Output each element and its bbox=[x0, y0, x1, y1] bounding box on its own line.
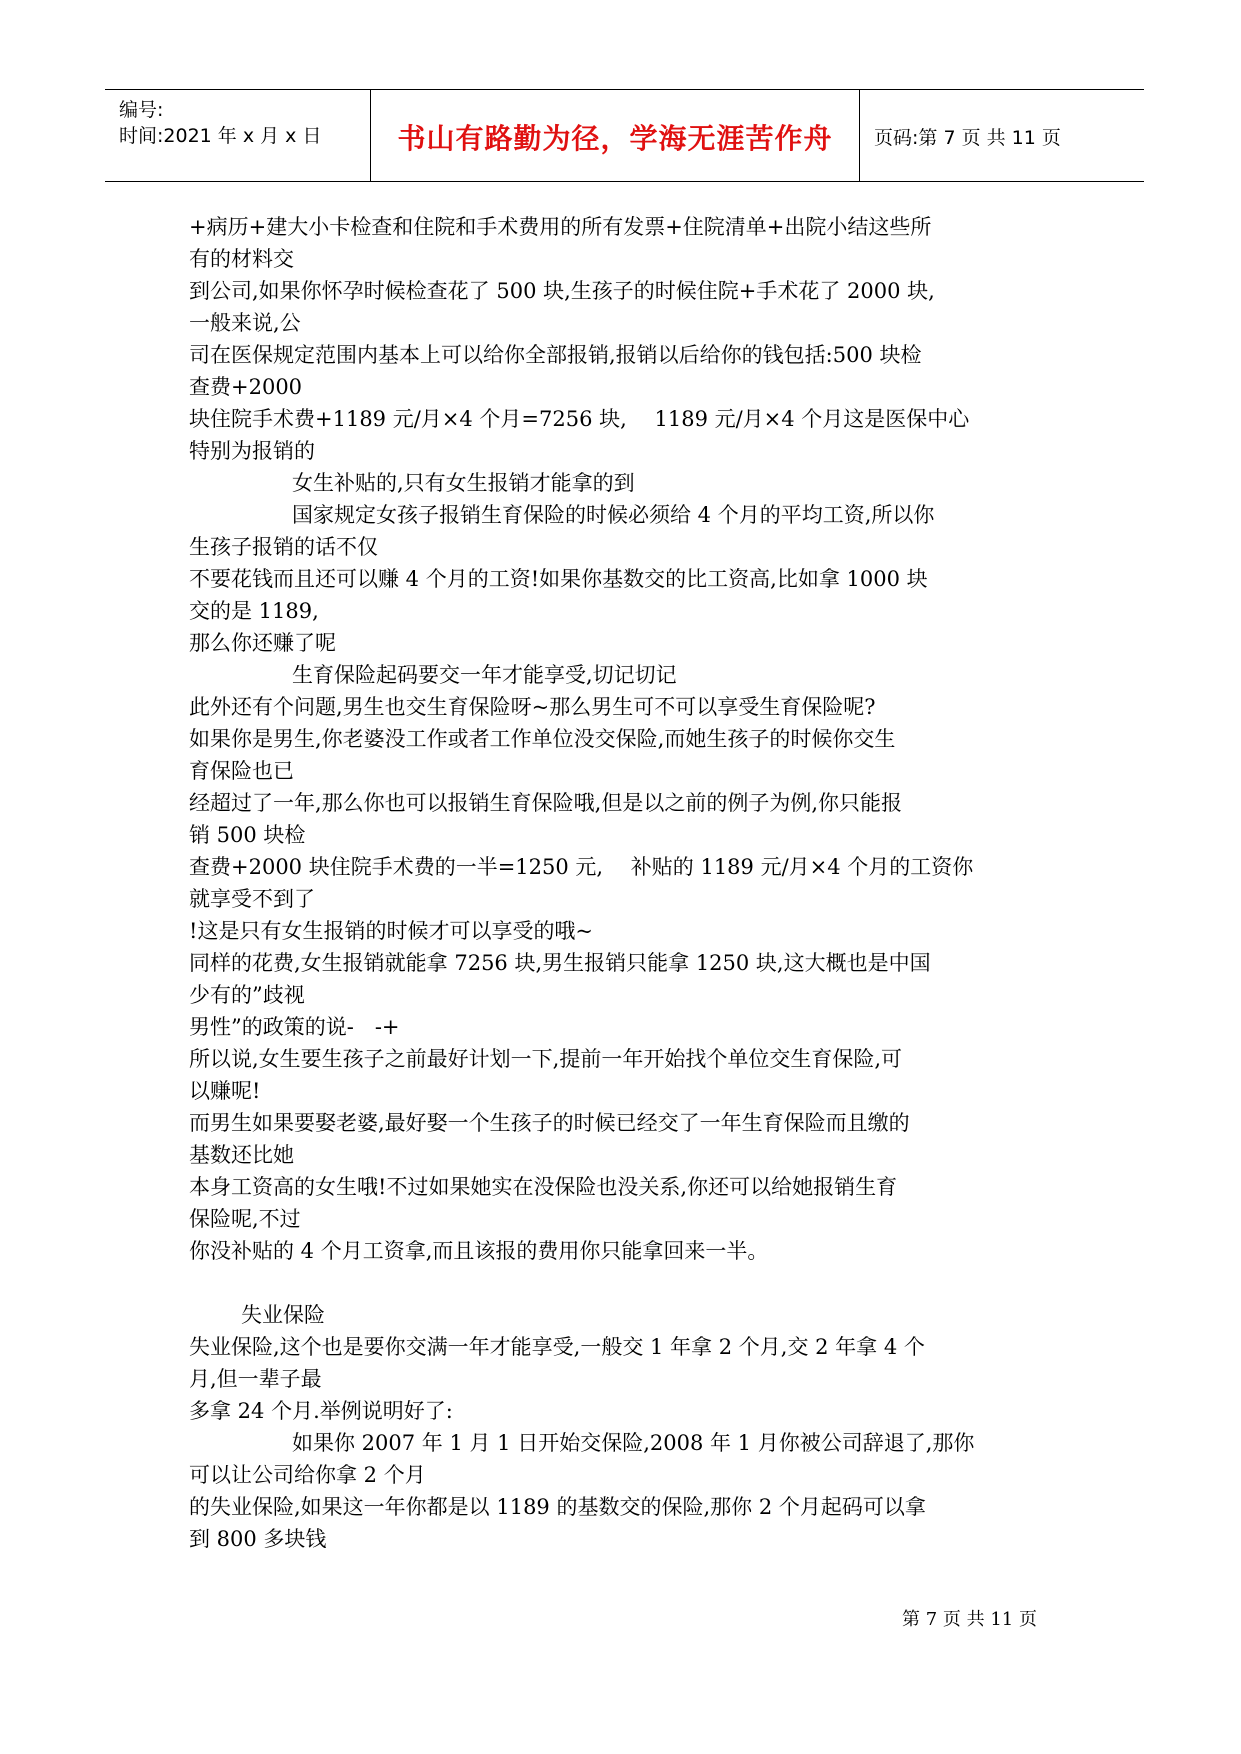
document-number-label: 编号: bbox=[119, 99, 164, 121]
body-line: 有的材料交 bbox=[189, 247, 294, 271]
body-line: 而男生如果要娶老婆,最好娶一个生孩子的时候已经交了一年生育保险而且缴的 bbox=[189, 1111, 910, 1135]
body-line: 月,但一辈子最 bbox=[189, 1367, 322, 1391]
section-heading: 失业保险 bbox=[241, 1303, 325, 1327]
header-page-cell bbox=[860, 90, 1144, 181]
body-line: 一般来说,公 bbox=[189, 311, 301, 335]
body-line: 那么你还赚了呢 bbox=[189, 631, 336, 655]
body-line: 就享受不到了 bbox=[189, 887, 315, 911]
body-line: +病历+建大小卡检查和住院和手术费用的所有发票+住院清单+出院小结这些所 bbox=[189, 215, 932, 239]
body-line: 查费+2000 bbox=[189, 375, 303, 399]
body-line: 到公司,如果你怀孕时候检查花了 500 块,生孩子的时候住院+手术花了 2000 块, bbox=[189, 279, 935, 303]
body-line: 国家规定女孩子报销生育保险的时候必须给 4 个月的平均工资,所以你 bbox=[292, 503, 935, 527]
header-motto: 书山有路勤为径，学海无涯苦作舟 bbox=[397, 122, 833, 155]
body-line: 生孩子报销的话不仅 bbox=[189, 535, 378, 559]
body-line: 你没补贴的 4 个月工资拿,而且该报的费用你只能拿回来一半。 bbox=[189, 1239, 769, 1263]
body-line: 少有的”歧视 bbox=[189, 983, 305, 1007]
body-line: !这是只有女生报销的时候才可以享受的哦~ bbox=[189, 919, 594, 943]
body-line: 如果你是男生,你老婆没工作或者工作单位没交保险,而她生孩子的时候你交生 bbox=[189, 727, 896, 751]
body-line: 基数还比她 bbox=[189, 1143, 294, 1167]
body-line: 生育保险起码要交一年才能享受,切记切记 bbox=[292, 663, 677, 687]
body-line: 到 800 多块钱 bbox=[189, 1527, 327, 1551]
body-line: 销 500 块检 bbox=[189, 823, 306, 847]
body-line: 不要花钱而且还可以赚 4 个月的工资!如果你基数交的比工资高,比如拿 1000 块 bbox=[189, 567, 928, 591]
body-line: 本身工资高的女生哦!不过如果她实在没保险也没关系,你还可以给她报销生育 bbox=[189, 1175, 898, 1199]
body-line: 经超过了一年,那么你也可以报销生育保险哦,但是以之前的例子为例,你只能报 bbox=[189, 791, 903, 815]
body-line: 育保险也已 bbox=[189, 759, 294, 783]
header-page-number: 页码:第 7 页 共 11 页 bbox=[874, 127, 1061, 149]
body-line: 交的是 1189, bbox=[189, 599, 319, 623]
header-info-cell bbox=[105, 90, 370, 181]
body-line: 的失业保险,如果这一年你都是以 1189 的基数交的保险,那你 2 个月起码可以拿 bbox=[189, 1495, 926, 1519]
body-line: 所以说,女生要生孩子之前最好计划一下,提前一年开始找个单位交生育保险,可 bbox=[189, 1047, 903, 1071]
body-line: 以赚呢! bbox=[189, 1079, 261, 1103]
document-body bbox=[189, 211, 1069, 1555]
body-line: 特别为报销的 bbox=[189, 439, 315, 463]
body-line: 此外还有个问题,男生也交生育保险呀~那么男生可不可以享受生育保险呢? bbox=[189, 695, 876, 719]
document-header bbox=[105, 89, 1144, 182]
blank-line bbox=[189, 1267, 1069, 1299]
body-line: 查费+2000 块住院手术费的一半=1250 元, 补贴的 1189 元/月×4 个月的工资你 bbox=[189, 855, 974, 879]
body-line: 失业保险,这个也是要你交满一年才能享受,一般交 1 年拿 2 个月,交 2 年拿 4 个 bbox=[189, 1335, 925, 1359]
body-line: 保险呢,不过 bbox=[189, 1207, 301, 1231]
page-footer: 第 7 页 共 11 页 bbox=[902, 1609, 1037, 1630]
header-motto-cell bbox=[370, 90, 860, 181]
body-line: 可以让公司给你拿 2 个月 bbox=[189, 1463, 426, 1487]
body-line: 多拿 24 个月.举例说明好了: bbox=[189, 1399, 453, 1423]
body-line: 司在医保规定范围内基本上可以给你全部报销,报销以后给你的钱包括:500 块检 bbox=[189, 343, 922, 367]
body-line: 如果你 2007 年 1 月 1 日开始交保险,2008 年 1 月你被公司辞退了,那你 bbox=[292, 1431, 975, 1455]
body-line: 块住院手术费+1189 元/月×4 个月=7256 块, 1189 元/月×4 个月这是医保中心 bbox=[189, 407, 970, 431]
body-line: 女生补贴的,只有女生报销才能拿的到 bbox=[292, 471, 635, 495]
body-line: 男性”的政策的说- -+ bbox=[189, 1015, 400, 1039]
body-line: 同样的花费,女生报销就能拿 7256 块,男生报销只能拿 1250 块,这大概也是中国 bbox=[189, 951, 931, 975]
document-time-label: 时间:2021 年 x 月 x 日 bbox=[119, 125, 322, 147]
